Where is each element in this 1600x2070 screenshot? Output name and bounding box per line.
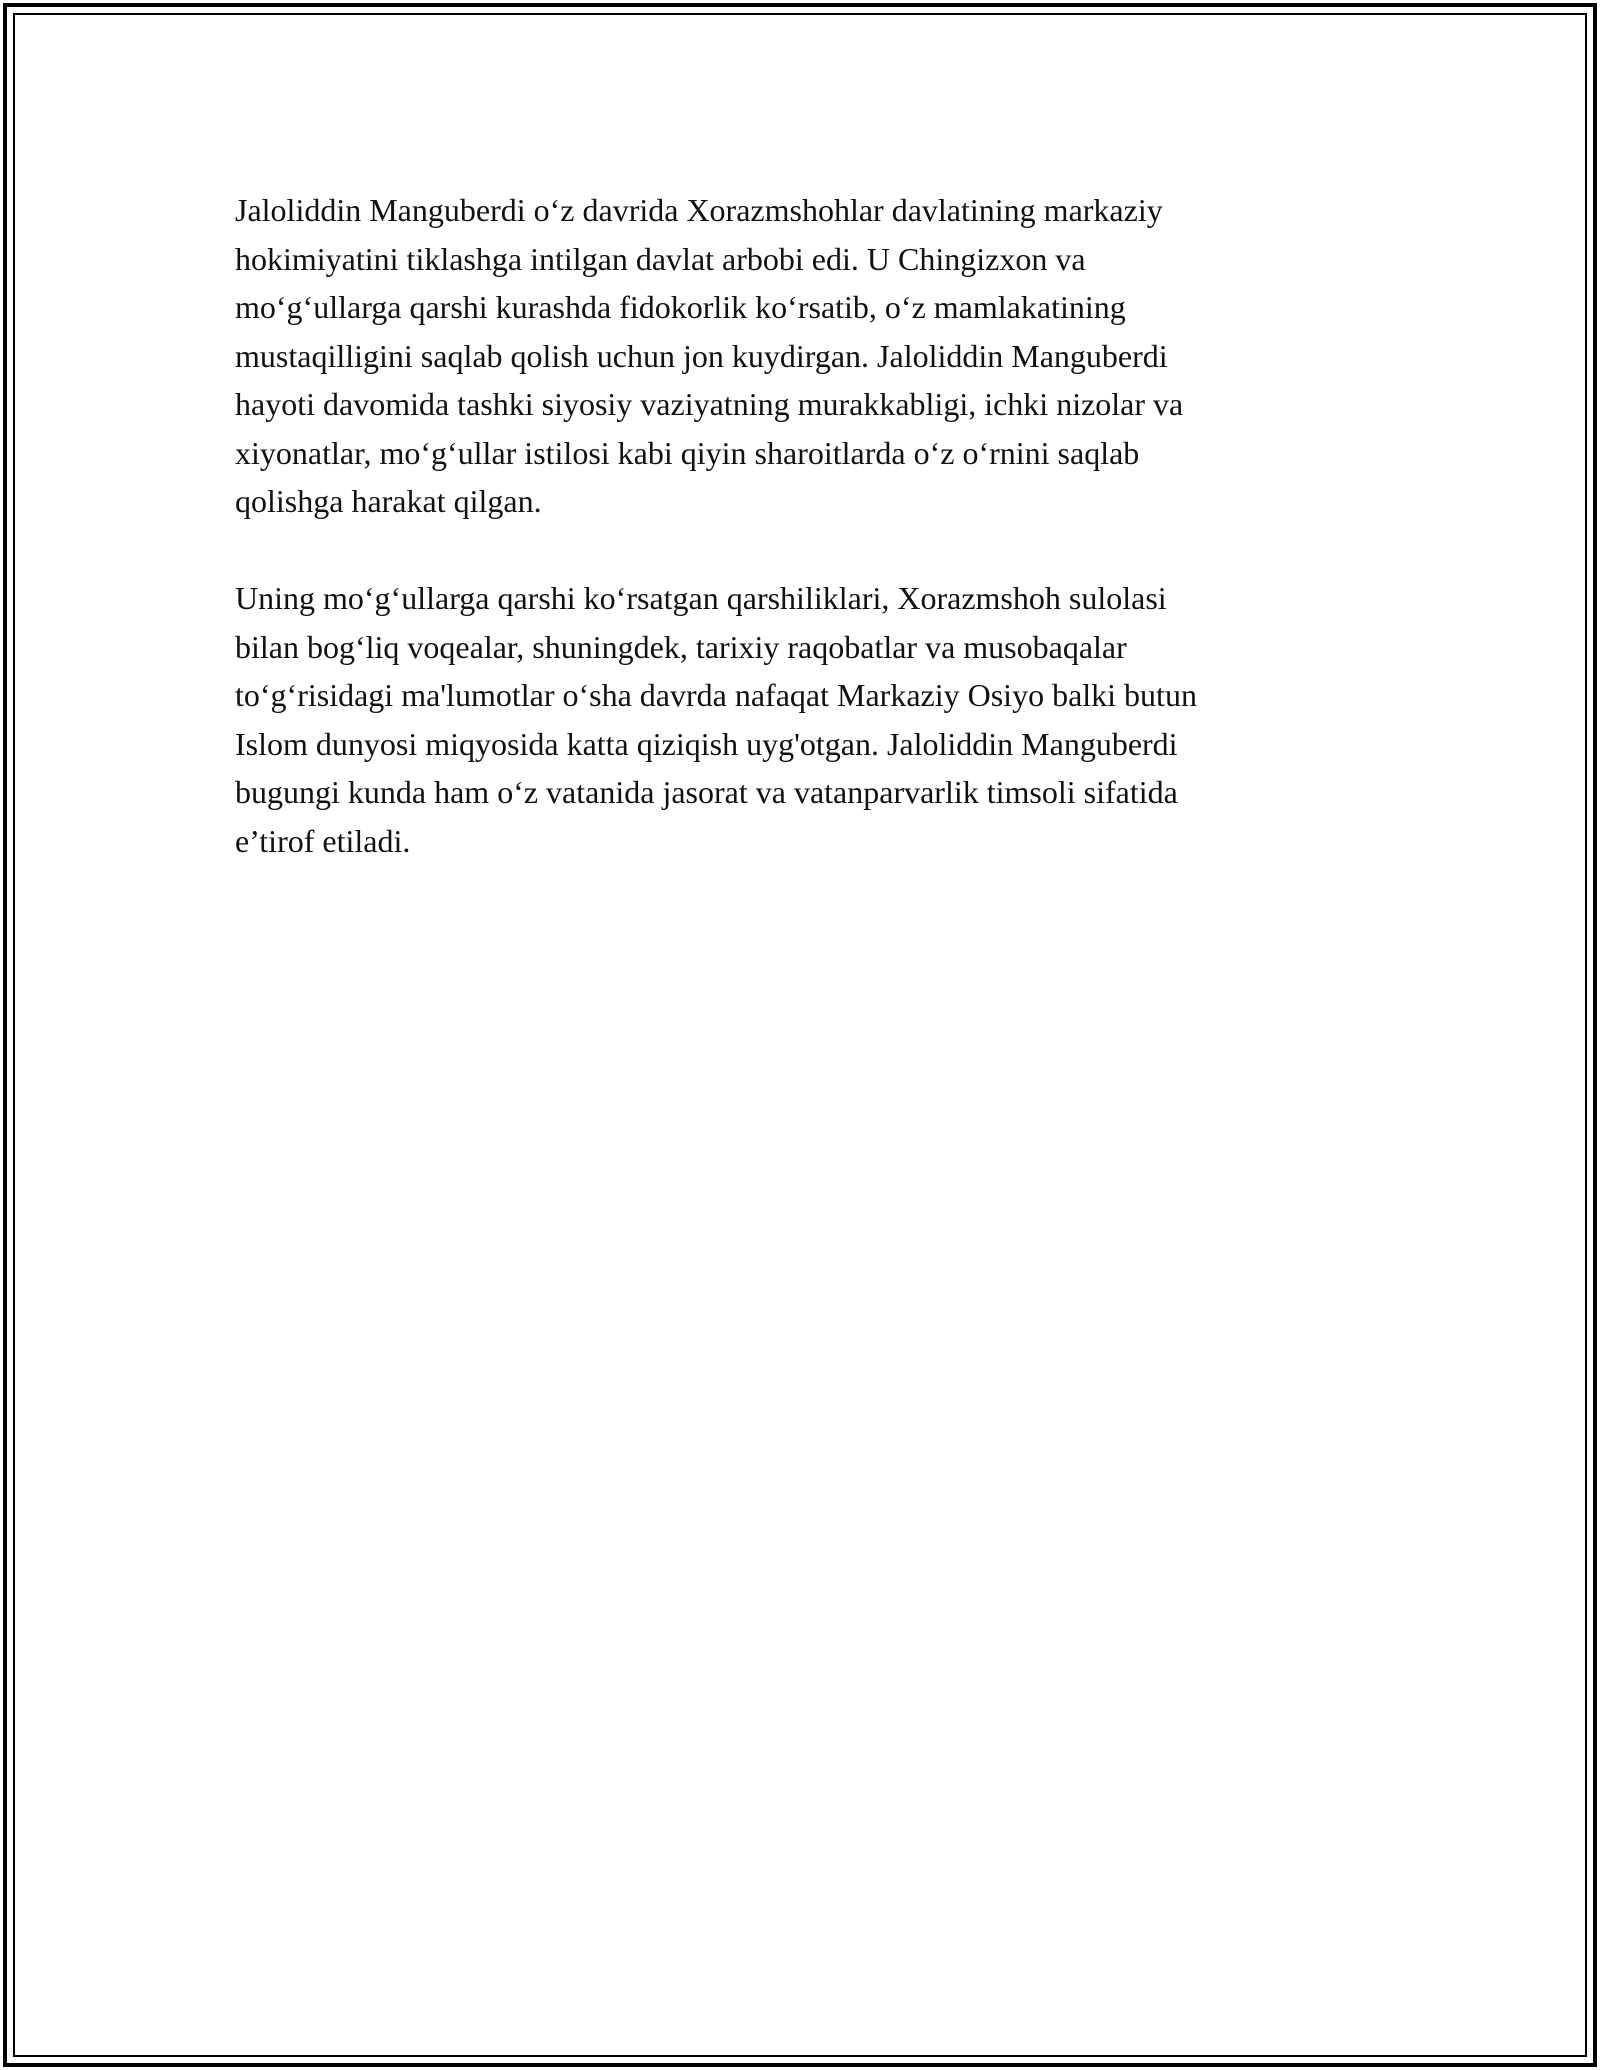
paragraph-1: Jaloliddin Manguberdi o‘z davrida Xorazmshohlar davlatining markaziy hokimiyatini tiklashga intilgan davlat arbobi edi. U Chingizxon va mo‘g‘ullarga qarshi kurashda fidokorlik ko‘rsatib, o‘z mamlakatining mustaqilligini saqlab qolish uchun jon kuydirgan. Jaloliddin Manguberdi hayoti davomida tashki siyosiy vaziyatning murakkabligi, ichki nizolar va xiyonatlar, mo‘g‘ullar istilosi kabi qiyin sharoitlarda o‘z o‘rnini saqlab qolishga harakat qilgan. xyxy=(235,192,1184,519)
paragraph-2: Uning mo‘g‘ullarga qarshi ko‘rsatgan qarshiliklari, Xorazmshoh sulolasi bilan bog‘liq voqealar, shuningdek, tarixiy raqobatlar va musobaqalar to‘g‘risidagi ma'lumotlar o‘sha davrda nafaqat Markaziy Osiyo balki butun Islom dunyosi miqyosida katta qiziqish uyg'otgan. Jaloliddin Manguberdi bugungi kunda ham o‘z vatanida jasorat va vatanparvarlik timsoli sifatida e’tirof etiladi. xyxy=(235,580,1197,859)
document-body xyxy=(235,186,1365,914)
